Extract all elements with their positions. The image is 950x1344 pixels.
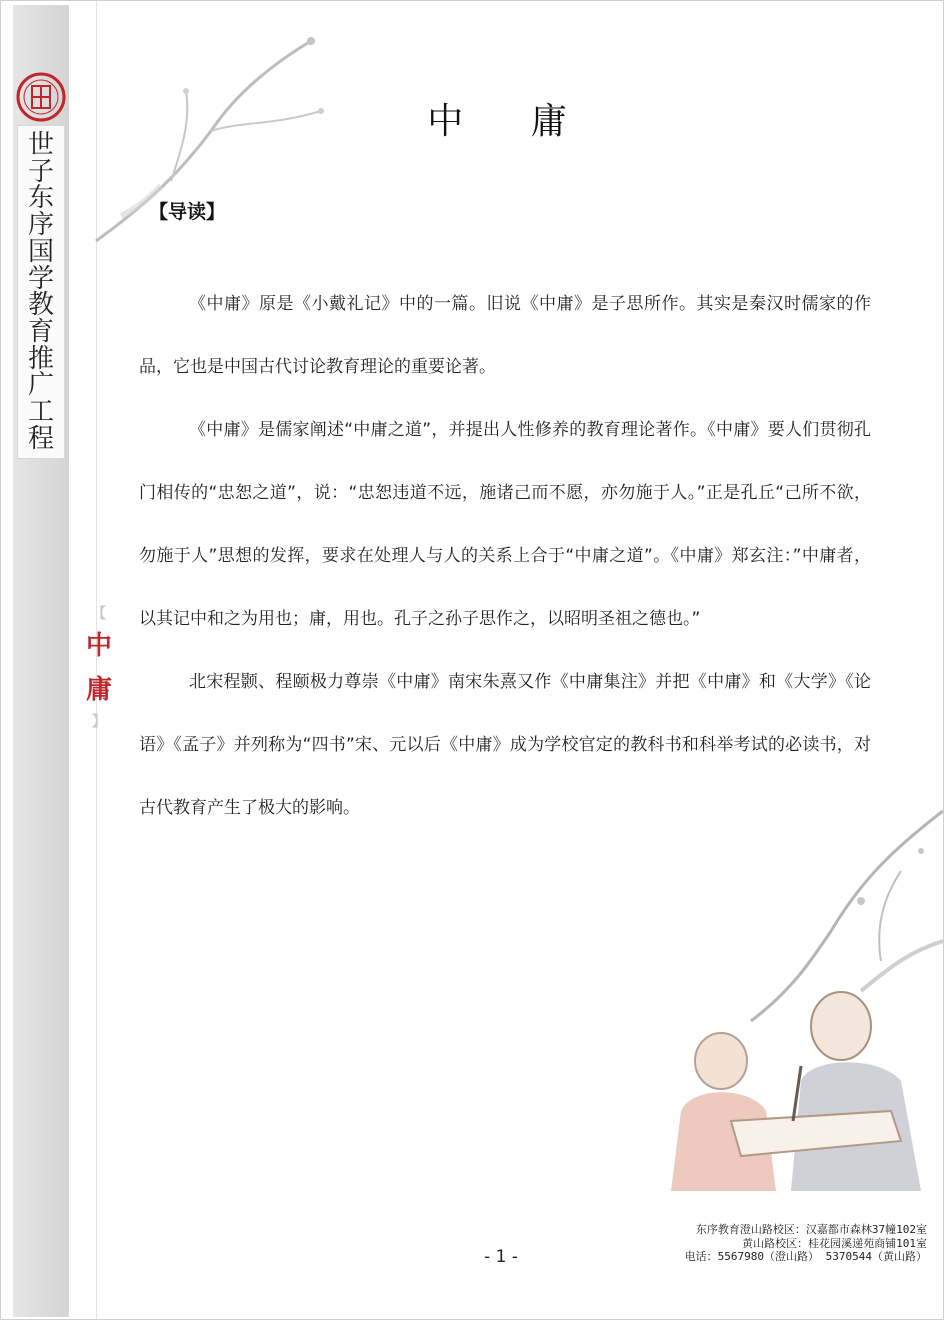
vertical-title-char: 育 xyxy=(27,316,54,347)
body-text xyxy=(139,273,871,840)
vertical-title-char: 国 xyxy=(27,236,54,267)
vertical-title-char: 学 xyxy=(27,263,54,294)
vertical-title-char: 东 xyxy=(27,183,54,214)
side-mark-char-1: 中 xyxy=(85,631,112,661)
children-reading-illustration-icon xyxy=(561,791,943,1231)
vertical-title-char: 序 xyxy=(27,210,54,241)
paragraph-1: 《中庸》原是《小戴礼记》中的一篇。旧说《中庸》是子思所作。其实是秦汉时儒家的作品，它也是中国古代讨论教育理论的重要论著。 xyxy=(139,294,871,377)
footer-phone-line: 电话：5567980（澄山路） 5370544（黄山路） xyxy=(684,1250,927,1263)
side-mark-bracket-bottom: 】 xyxy=(92,714,106,730)
page-title: 中 庸 xyxy=(427,101,595,142)
section-heading: 【导读】 xyxy=(149,201,226,223)
vertical-title-char: 世 xyxy=(27,130,54,160)
vertical-title-char: 教 xyxy=(27,290,54,321)
footer-address-line-2: 黄山路校区：桂花园溪递苑商铺101室 xyxy=(742,1236,927,1250)
sidebar-vertical-title xyxy=(17,125,65,459)
vertical-title-char: 工 xyxy=(27,397,54,428)
vertical-title-char: 程 xyxy=(27,423,54,454)
page-number: - 1 - xyxy=(484,1247,518,1267)
vertical-title-char: 推 xyxy=(27,343,54,374)
paragraph-2: 《中庸》是儒家阐述“中庸之道”，并提出人性修养的教育理论著作。《中庸》要人们贯彻孔门相传的“忠恕之道”，说：“忠恕违道不远，施诸己而不愿，亦勿施于人。”正是孔丘“己所不欲，勿施于人”思想的发挥，要求在处理人与人的关系上合于“中庸之道”。《中庸》郑玄注：”中庸者，以其记中和之为用也；庸，用也。孔子之孙子思作之，以昭明圣祖之德也。” xyxy=(139,420,871,629)
vertical-title-char: 广 xyxy=(27,370,54,401)
vertical-title-char: 子 xyxy=(27,156,54,187)
side-mark-char-2: 庸 xyxy=(85,675,112,705)
red-round-seal-icon xyxy=(15,71,67,123)
chapter-side-mark xyxy=(81,607,117,729)
paragraph-3: 北宋程颢、程颐极力尊崇《中庸》南宋朱熹又作《中庸集注》并把《中庸》和《大学》《论语》《孟子》并列称为“四书”宋、元以后《中庸》成为学校官定的教科书和科举考试的必读书，对古代教育产生了极大的影响。 xyxy=(139,672,871,818)
footer-contact-info xyxy=(641,1223,927,1264)
side-mark-bracket-top: 【 xyxy=(92,606,106,622)
footer-address-line-1: 东序教育澄山路校区：汉嘉都市森林37幢102室 xyxy=(695,1223,927,1236)
